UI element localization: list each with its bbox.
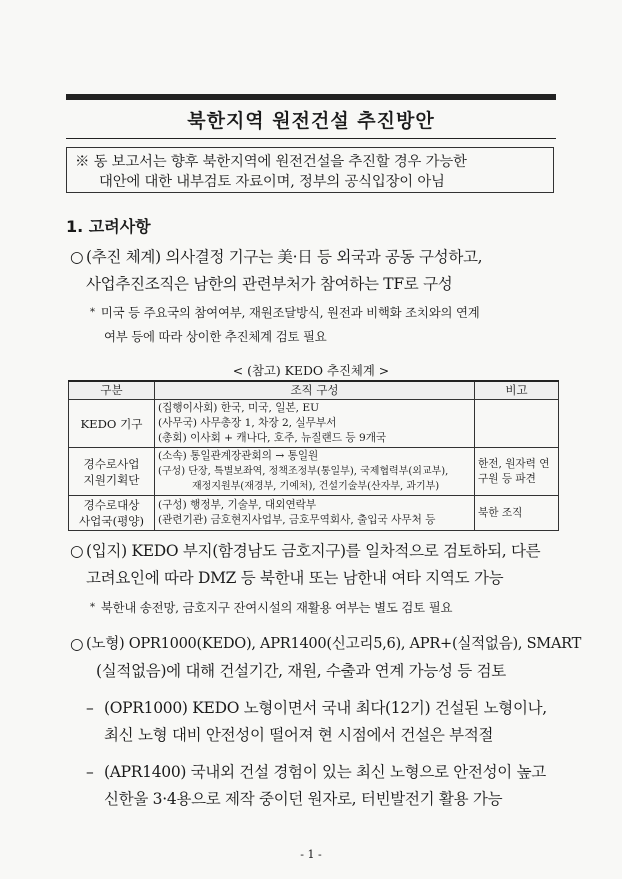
bullet-circle: ○ [70, 248, 84, 266]
note-system-line-2: 여부 등에 따라 상이한 추진체계 검토 필요 [104, 329, 327, 344]
note-system [90, 302, 480, 324]
document-title: 북한지역 원전건설 추진방안 [187, 110, 435, 132]
header-remarks: 비고 [475, 381, 559, 400]
table-row [69, 448, 559, 496]
table-header-row [69, 381, 559, 400]
note-system-line-1: 미국 등 주요국의 참여여부, 재원조달방식, 원전과 비핵화 조치와의 연계 [100, 305, 480, 320]
header-division: 구분 [69, 381, 155, 400]
row-remarks [475, 400, 559, 448]
row-division: 경수로대상 사업국(평양) [69, 496, 155, 531]
table-row [69, 496, 559, 531]
para-reactor-line-2: (실적없음)에 대해 건설기간, 재원, 수출과 연계 가능성 등 검토 [96, 662, 506, 680]
title-banner [66, 94, 556, 139]
dash-mark: – [86, 763, 94, 781]
kedo-structure-table [68, 380, 559, 531]
bullet-circle: ○ [70, 635, 84, 653]
para-system-line-1: (추진 체계) 의사결정 기구는 美·日 등 외국과 공동 구성하고, [86, 248, 483, 266]
para-system-line-2: 사업추진조직은 남한의 관련부처가 참여하는 TF로 구성 [86, 275, 453, 293]
disclaimer-box [66, 147, 554, 193]
para-reactor-line-1: (노형) OPR1000(KEDO), APR1400(신고리5,6), APR+(실적없음), SMART [86, 635, 582, 652]
bullet-circle: ○ [70, 542, 84, 560]
para-site-line-2: 고려요인에 따라 DMZ 등 북한내 또는 남한내 여타 지역도 가능 [86, 569, 504, 587]
para-site-line-1: (입지) KEDO 부지(함경남도 금호지구)를 일차적으로 검토하되, 다른 [86, 542, 541, 560]
row-organization: (구성) 행정부, 기술부, 대외연락부 (관련기관) 금호현지사업부, 금호무역회사, 출입국 사무처 등 [155, 496, 475, 531]
row-remarks: 한전, 원자력 연구원 등 파견 [475, 448, 559, 496]
opr1000-line-2: 최신 노형 대비 안전성이 떨어져 현 시점에서 건설은 부적절 [104, 726, 494, 744]
table-caption: < (참고) KEDO 추진체계 > [232, 363, 390, 378]
note-site-line-1: 북한내 송전망, 금호지구 잔여시설의 재활용 여부는 별도 검토 필요 [100, 600, 453, 615]
row-division: KEDO 기구 [69, 400, 155, 448]
opr1000-line-1: (OPR1000) KEDO 노형이면서 국내 최다(12기) 건설된 노형이나, [104, 699, 547, 717]
title-rule-bottom [66, 138, 556, 139]
row-organization: (집행이사회) 한국, 미국, 일본, EU (사무국) 사무총장 1, 차장 2, 실무부서 (총회) 이사회 + 캐나다, 호주, 뉴질랜드 등 9개국 [155, 400, 475, 448]
row-organization: (소속) 통일관계장관회의 → 통일원 (구성) 단장, 특별보좌역, 정책조정부(통일부), 국제협력부(외교부), 재정지원부(재경부, 기예처), 건설기술부(산자부, 과기부) [155, 448, 475, 496]
page-number: - 1 - [300, 848, 322, 861]
apr1400-line-2: 신한울 3·4용으로 제작 중이던 원자로, 터빈발전기 활용 가능 [104, 790, 503, 808]
row-division: 경수로사업 지원기획단 [69, 448, 155, 496]
section-heading: 1. 고려사항 [66, 217, 151, 236]
row-remarks: 북한 조직 [475, 496, 559, 531]
dash-mark: – [86, 699, 94, 717]
note-asterisk: * [90, 602, 95, 613]
note-site [90, 597, 452, 619]
note-asterisk: * [90, 307, 95, 318]
disclaimer-line-2: 대안에 대한 내부검토 자료이며, 정부의 공식입장이 아님 [99, 174, 445, 190]
apr1400-line-1: (APR1400) 국내외 건설 경험이 있는 최신 노형으로 안전성이 높고 [104, 763, 546, 781]
header-organization: 조직 구성 [155, 381, 475, 400]
table-row [69, 400, 559, 448]
disclaimer-line-1: ※ 동 보고서는 향후 북한지역에 원전건설을 추진할 경우 가능한 [75, 154, 467, 170]
